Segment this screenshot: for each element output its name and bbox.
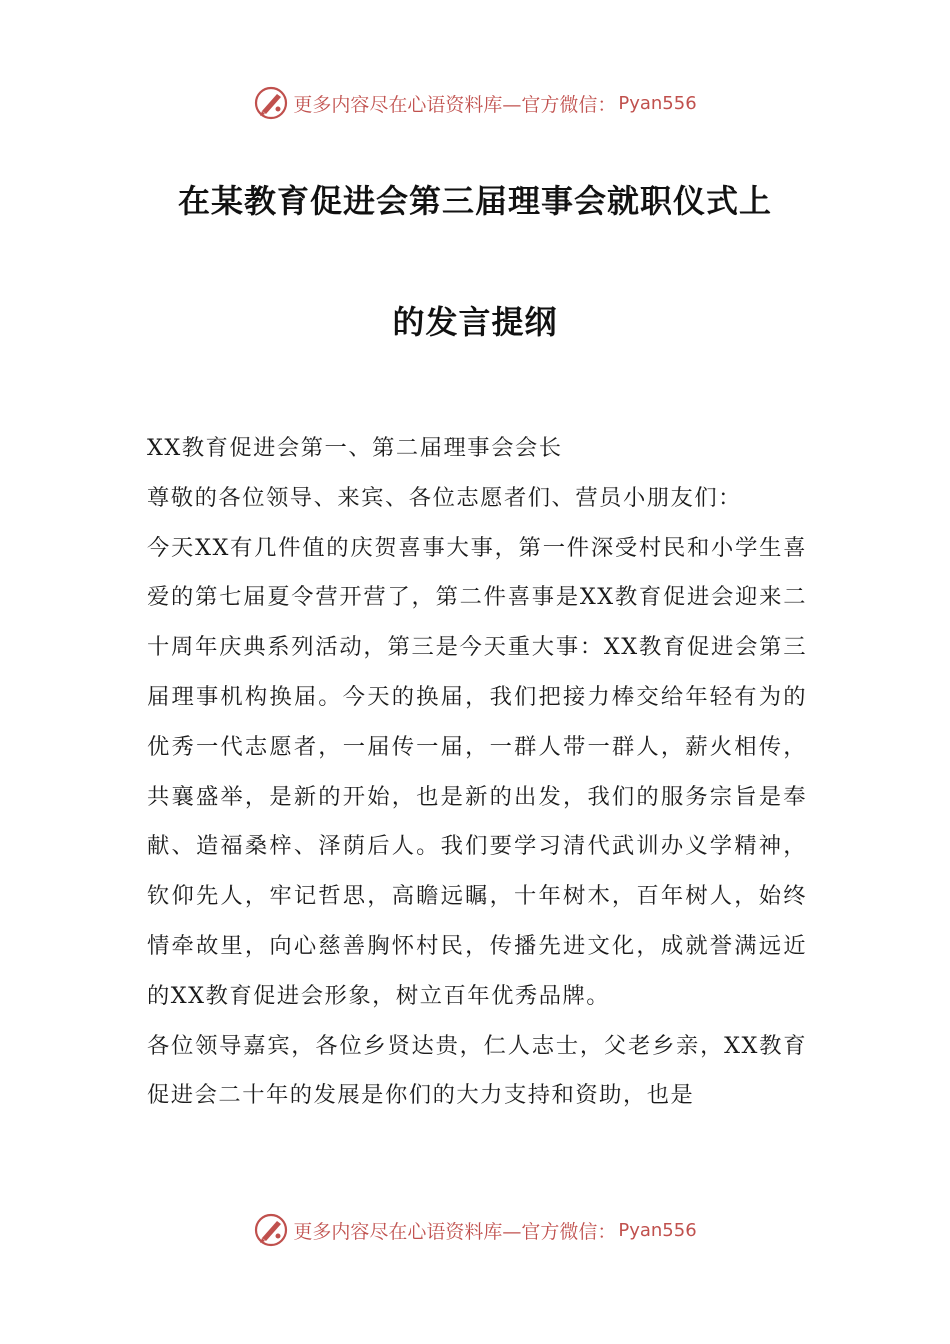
header-watermark xyxy=(0,83,950,123)
watermark-text: 更多内容尽在心语资料库—官方微信： xyxy=(293,1220,617,1243)
salutation-line-2: 尊敬的各位领导、来宾、各位志愿者们、营员小朋友们： xyxy=(147,484,742,511)
watermark-text: 更多内容尽在心语资料库—官方微信： xyxy=(293,93,617,116)
watermark-wechat-id: Pyan556 xyxy=(618,92,697,114)
footer-watermark xyxy=(0,1210,950,1250)
document-title-line-1: 在某教育促进会第三届理事会就职仪式上 xyxy=(177,182,772,220)
body-paragraph-1: 今天XX有几件值的庆贺喜事大事，第一件深受村民和小学生喜爱的第七届夏令营开营了，第二件喜事是XX教育促进会迎来二十周年庆典系列活动，第三是今天重大事：XX教育促进会第三届理事机构换届。今天的换届，我们把接力棒交给年轻有为的优秀一代志愿者，一届传一届，一群人带一群人，薪火相传，共襄盛举，是新的开始，也是新的出发，我们的服务宗旨是奉献、造福桑梓、泽荫后人。我们要学习清代武训办义学精神，钦仰先人，牢记哲思，高瞻远瞩，十年树木，百年树人，始终情牵故里，向心慈善胸怀村民，传播先进文化，成就誉满远近的XX教育促进会形象，树立百年优秀品牌。 xyxy=(147,534,807,1009)
pen-logo-icon xyxy=(253,1212,289,1248)
watermark-wechat-id: Pyan556 xyxy=(618,1219,697,1241)
document-body xyxy=(147,424,807,1121)
document-title-line-2: 的发言提纲 xyxy=(392,303,558,341)
salutation-line-1: XX教育促进会第一、第二届理事会会长 xyxy=(147,435,563,461)
pen-logo-icon xyxy=(253,85,289,121)
body-paragraph-2: 各位领导嘉宾，各位乡贤达贵，仁人志士，父老乡亲，XX教育促进会二十年的发展是你们的大力支持和资助，也是 xyxy=(147,1032,807,1109)
